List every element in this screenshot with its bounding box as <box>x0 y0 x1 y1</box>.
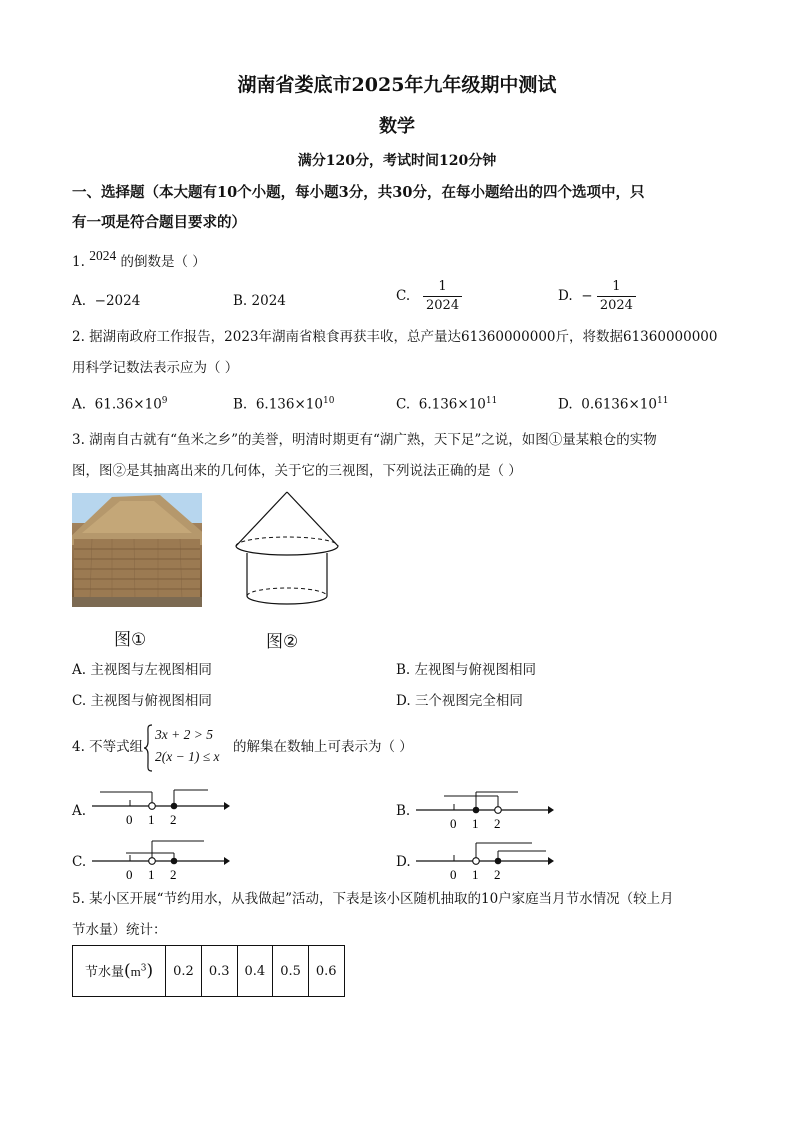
fraction <box>423 279 462 314</box>
q2-option-b[interactable] <box>233 391 334 415</box>
tick-label: 0 <box>450 867 457 881</box>
q3-option-b[interactable] <box>396 660 536 680</box>
number-line-b[interactable] <box>414 788 554 834</box>
option-label: B. <box>233 396 248 413</box>
q2-line1: 2. 据湖南政府工作报告，2023年湖南省粮食再获丰收，总产量达61360000000斤，将数据61360000000 <box>72 329 718 345</box>
tick-label: 2 <box>494 816 501 831</box>
q2-option-d[interactable] <box>558 391 668 415</box>
option-label: D. <box>558 396 573 413</box>
q1-option-c[interactable] <box>396 279 462 314</box>
q3-option-c[interactable] <box>72 691 212 711</box>
tick-label: 1 <box>472 867 479 881</box>
figure-2-caption: 图② <box>266 632 299 652</box>
option-label: D. <box>396 693 411 709</box>
denominator: 2024 <box>597 296 636 314</box>
coefficient: 6.136 <box>255 396 295 413</box>
option-label: A. <box>72 293 87 309</box>
option-text: 主视图与左视图相同 <box>90 662 212 678</box>
exponent: 10 <box>322 396 335 406</box>
table-cell: 0.6 <box>308 946 344 997</box>
exam-subject: 数学 <box>379 116 415 137</box>
option-label: B. <box>233 293 248 309</box>
exponent: 11 <box>656 396 669 406</box>
exponent: 11 <box>485 396 498 406</box>
number-line-d[interactable] <box>414 835 554 881</box>
numerator: 1 <box>612 279 621 294</box>
section-heading-line2: 有一项是符合题目要求的） <box>72 214 246 231</box>
tick-label: 0 <box>126 867 133 881</box>
tick-label: 2 <box>170 867 177 881</box>
q2-line2: 用科学记数法表示应为（ ） <box>72 360 239 376</box>
tick-label: 1 <box>148 812 155 827</box>
fraction <box>597 279 636 314</box>
question-1 <box>72 248 206 272</box>
q5-line2: 节水量）统计： <box>72 922 167 938</box>
coefficient: 61.36 <box>94 396 134 413</box>
q1-value: 2024 <box>89 248 117 263</box>
q2-option-a[interactable] <box>72 391 168 415</box>
section-heading <box>72 178 644 238</box>
option-label: D. <box>558 288 573 304</box>
header-label: 节水量 <box>85 965 125 980</box>
option-label: A. <box>72 662 87 678</box>
granary-illustration <box>72 493 202 607</box>
q4-option-a-label[interactable]: A. <box>72 803 87 819</box>
brace-icon <box>143 724 153 772</box>
tick-label: 2 <box>170 812 177 827</box>
q1-option-a[interactable] <box>72 291 140 311</box>
figure-1-caption: 图① <box>114 630 147 650</box>
exam-title: 湖南省娄底市2025年九年级期中测试 <box>237 74 557 96</box>
inequality-system <box>155 724 220 768</box>
water-saving-table <box>72 945 345 997</box>
q1-text: 的倒数是（ ） <box>120 254 206 270</box>
power-base: ×10 <box>294 396 323 413</box>
option-label: C. <box>396 396 411 413</box>
geometry-figure <box>232 490 342 610</box>
denominator: 2024 <box>423 296 462 314</box>
q1-option-d[interactable] <box>558 279 636 314</box>
power-base: ×10 <box>133 396 162 413</box>
granary-photo <box>72 493 202 607</box>
tick-label: 0 <box>126 812 133 827</box>
unit-exponent: 3 <box>140 963 147 974</box>
table-row <box>73 946 345 997</box>
option-text: 主视图与俯视图相同 <box>90 693 212 709</box>
section-heading-line1: 一、选择题（本大题有10个小题，每小题3分，共30分，在每小题给出的四个选项中，只 <box>72 184 645 201</box>
q3-option-d[interactable] <box>396 691 523 711</box>
coefficient: 6.136 <box>418 396 458 413</box>
q4-option-d-label[interactable]: D. <box>396 854 411 870</box>
q2-option-c[interactable] <box>396 391 497 415</box>
q3-option-a[interactable] <box>72 660 212 680</box>
q4-option-c-label[interactable]: C. <box>72 854 87 870</box>
inequality-1: 3x + 2 > 5 <box>155 727 213 742</box>
minus-sign: − <box>581 288 593 304</box>
option-label: A. <box>72 396 87 413</box>
option-content: 2024 <box>251 293 286 309</box>
tick-label: 2 <box>494 867 501 881</box>
q1-number: 1. <box>72 254 85 270</box>
numerator: 1 <box>438 279 447 294</box>
tick-label: 1 <box>148 867 155 881</box>
q1-option-b[interactable] <box>233 291 286 311</box>
power-base: ×10 <box>628 396 657 413</box>
question-3 <box>72 430 657 481</box>
table-cell: 0.2 <box>166 946 202 997</box>
option-text: 三个视图完全相同 <box>414 693 523 709</box>
q4-prefix: 4. 不等式组 <box>72 739 144 755</box>
tick-label: 1 <box>472 816 479 831</box>
number-line-c[interactable] <box>90 835 230 881</box>
option-text: 左视图与俯视图相同 <box>414 662 537 678</box>
q4-option-b-label[interactable]: B. <box>396 803 411 819</box>
q3-line1: 3. 湖南自古就有“鱼米之乡”的美誉，明清时期更有“湖广熟，天下足”之说，如图①量某粮仓的实物 <box>72 432 657 448</box>
table-cell: 0.5 <box>273 946 309 997</box>
option-label: C. <box>72 693 87 709</box>
exam-meta: 满分120分，考试时间120分钟 <box>297 153 497 169</box>
table-cell: 0.3 <box>201 946 237 997</box>
option-label: C. <box>396 288 411 304</box>
tick-label: 0 <box>450 816 457 831</box>
coefficient: 0.6136 <box>581 396 629 413</box>
question-2 <box>72 327 718 378</box>
option-label: B. <box>396 662 411 678</box>
table-header-cell: 节水量$(m^3)$ <box>73 946 166 997</box>
power-base: ×10 <box>457 396 486 413</box>
exponent: 9 <box>161 396 168 406</box>
q3-line2: 图，图②是其抽离出来的几何体，关于它的三视图，下列说法正确的是（ ） <box>72 463 522 479</box>
table-cell: 0.4 <box>237 946 273 997</box>
inequality-2: 2(x − 1) ≤ x <box>155 749 220 764</box>
q4-text: 的解集在数轴上可表示为（ ） <box>233 739 413 755</box>
option-content: −2024 <box>94 293 141 309</box>
unit: m <box>130 964 141 979</box>
q5-line1: 5. 某小区开展“节约用水，从我做起”活动，下表是该小区随机抽取的10户家庭当月节水情况（较上月 <box>72 891 674 907</box>
question-5 <box>72 889 674 940</box>
number-line-a[interactable] <box>90 784 230 830</box>
